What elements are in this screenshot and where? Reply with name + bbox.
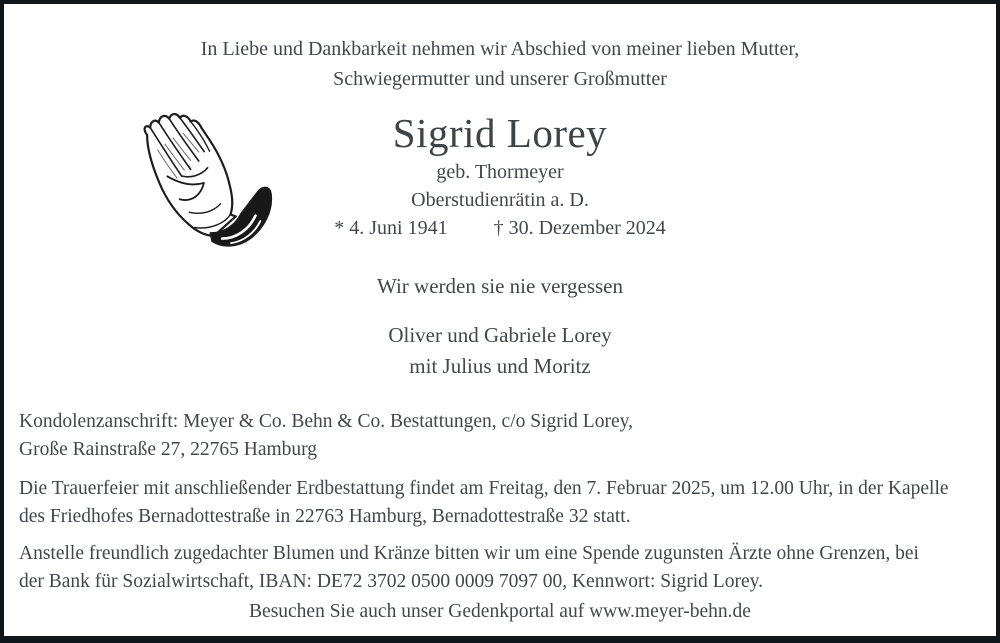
- mourners-text: [4, 320, 996, 382]
- funeral-info: [19, 475, 949, 531]
- donation-info: [19, 540, 919, 596]
- donation-line-1: Anstelle freundlich zugedachter Blumen und Kränze bitten wir um eine Spende zugunsten Ärzte ohne Grenzen, bei: [19, 543, 919, 564]
- maiden-name: geb. Thormeyer: [436, 161, 564, 183]
- birth-date: * 4. Juni 1941: [334, 217, 448, 239]
- intro-text: [4, 34, 996, 94]
- intro-line-2: Schwiegermutter und unserer Großmutter: [333, 68, 667, 90]
- farewell-line: Wir werden sie nie vergessen: [376, 274, 623, 298]
- condolence-line-1: Kondolenzanschrift: Meyer & Co. Behn & Co. Bestattungen, c/o Sigrid Lorey,: [19, 411, 633, 432]
- life-dates: [4, 217, 996, 240]
- intro-line-1: In Liebe und Dankbarkeit nehmen wir Abschied von meiner lieben Mutter,: [200, 38, 800, 60]
- death-date: † 30. Dezember 2024: [493, 217, 666, 239]
- deceased-name: Sigrid Lorey: [392, 110, 608, 156]
- condolence-address: [19, 408, 633, 464]
- funeral-line-2: des Friedhofes Bernadottestraße in 22763 Hamburg, Bernadottestraße 32 statt.: [19, 506, 631, 527]
- condolence-line-2: Große Rainstraße 27, 22765 Hamburg: [19, 439, 318, 460]
- donation-line-2: der Bank für Sozialwirtschaft, IBAN: DE72 3702 0500 0009 7097 00, Kennwort: Sigrid Lorey.: [19, 571, 763, 592]
- funeral-line-1: Die Trauerfeier mit anschließender Erdbestattung findet am Freitag, den 7. Februar 2025, um 12.00 Uhr, in der Kapelle: [19, 478, 949, 499]
- memorial-portal-line: Besuchen Sie auch unser Gedenkportal auf www.meyer-behn.de: [249, 601, 751, 622]
- mourners-line-2: mit Julius und Moritz: [409, 354, 591, 378]
- mourners-line-1: Oliver und Gabriele Lorey: [388, 323, 612, 347]
- profession-title: Oberstudienrätin a. D.: [411, 189, 589, 211]
